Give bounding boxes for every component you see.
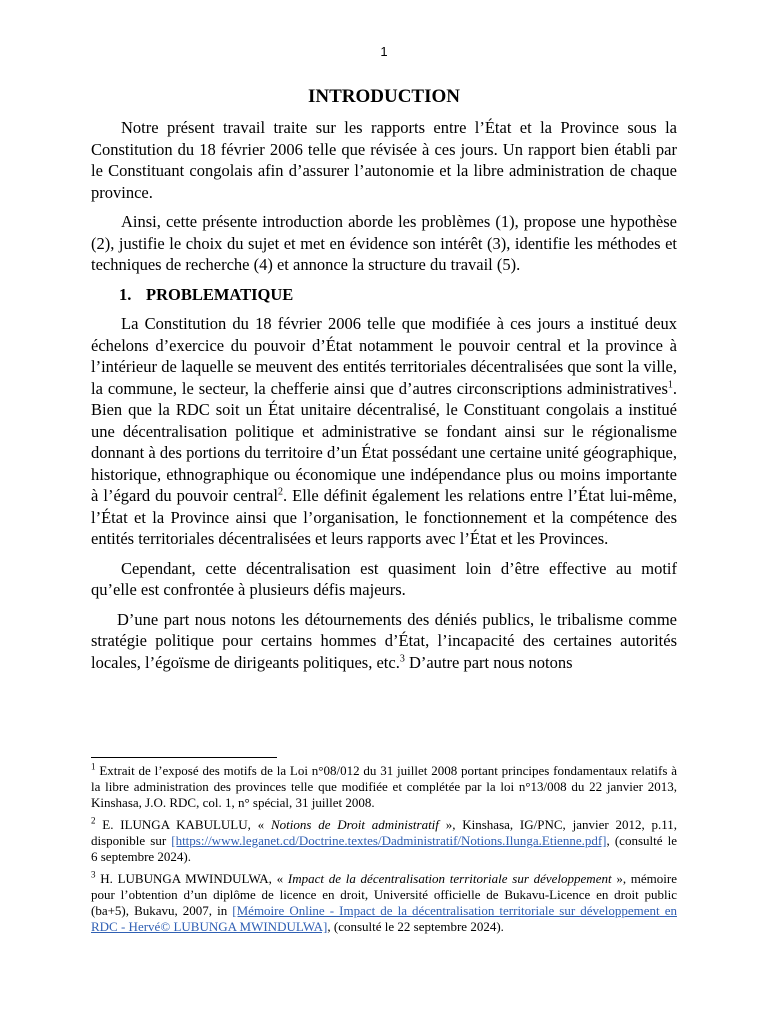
section-heading-problematique	[91, 284, 677, 306]
footnote-text: , (consulté le 6 septembre 2024).	[91, 833, 677, 864]
paragraph-text: La Constitution du 18 février 2006 telle que modifiée à ces jours a institué deux échelons d’exercice du pouvoir d’État notamment le pouvoir central et la province à l’intérieur de laquelle se meuvent des entités territoriales décentralisées que sont la ville, la commune, le secteur, la chefferie ainsi que d’autres circonscriptions administratives	[91, 314, 677, 398]
footnote-text: Extrait de l’exposé des motifs de la Loi n°08/012 du 31 juillet 2008 portant principes fondamentaux relatifs à la libre administration des provinces telle que modifiée et complétée par la loi n°13/008 du 22 janvier 2013, Kinshasa, J.O. RDC, col. 1, n° spécial, 31 juillet 2008.	[91, 763, 677, 810]
paragraph-cependant: Cependant, cette décentralisation est quasiment loin d’être effective au motif qu’elle est confrontée à plusieurs défis majeurs.	[91, 558, 677, 599]
footnote-mark: 1	[91, 761, 96, 772]
footnote-italic-title: Notions de Droit administratif	[270, 817, 439, 832]
section-title: PROBLEMATIQUE	[146, 284, 294, 304]
paragraph-plan: Ainsi, cette présente introduction aborde les problèmes (1), propose une hypothèse (2), justifie le choix du sujet et met en évidence son intérêt (3), identifie les méthodes et techniques de recherche (4) et annonce la structure du travail (5).	[91, 212, 677, 274]
section-number: 1.	[119, 284, 132, 304]
footnote-ref-1[interactable]: 1	[667, 379, 673, 390]
footnote-text: , (consulté le 22 septembre 2024).	[327, 919, 504, 934]
footnote-ref-3[interactable]: 3	[399, 653, 405, 664]
paragraph-text: . Elle définit également les relations entre l’État lui-même, l’État et la Province ainsi que l’organisation, le fonctionnement et la compétence des entités territoriales décentralisées et leurs rapports avec l’État et les Provinces.	[91, 486, 678, 548]
footnote-2	[91, 817, 677, 865]
footnote-mark: 2	[91, 815, 96, 826]
footnote-link-leganet[interactable]: [https://www.leganet.cd/Doctrine.textes/Dadministratif/Notions.Ilunga.Etienne.pdf]	[171, 833, 607, 848]
footnotes	[91, 763, 677, 941]
footnote-italic-title: Impact de la décentralisation territoriale sur développement	[287, 871, 612, 886]
footnote-text: E. ILUNGA KABULULU, «	[95, 817, 271, 832]
footnote-link-memoire-online[interactable]: [Mémoire Online - Impact de la décentralisation territoriale sur développement en RDC - Hervé© LUBUNGA MWINDULWA]	[91, 903, 677, 934]
footnote-1	[91, 763, 677, 811]
page-title: INTRODUCTION	[307, 86, 461, 107]
footnote-text: », Kinshasa, IG/PNC, janvier 2012, p.11, disponible sur	[91, 817, 678, 848]
page-number: 1	[380, 44, 388, 59]
paragraph-text: . Bien que la RDC soit un État unitaire décentralisé, le Constituant congolais a institué une décentralisation politique et administrative se fondant ainsi sur le régionalisme donnant à des portions du territoire d’un État possédant une certaine unité géographique, historique, ethnographique ou économique une indépendance plus ou moins importante à l’égard du pouvoir central	[91, 378, 677, 505]
footnote-text: H. LUBUNGA MWINDULWA, «	[95, 871, 288, 886]
footnote-separator	[91, 757, 277, 758]
document-body	[91, 84, 677, 681]
paragraph-intro: Notre présent travail traite sur les rapports entre l’État et la Province sous la Constitution du 18 février 2006 telle que révisée à ces jours. Un rapport bien établi par le Constituant congolais afin d’assurer l’autonomie et la libre administration de chaque province.	[91, 118, 677, 202]
footnote-mark: 3	[91, 869, 96, 880]
paragraph-text: D’une part nous notons les détournements des déniés publics, le tribalisme comme stratégie politique pour certains hommes d’État, l’incapacité des certaines autorités locales, l’égoïsme de dirigeants politiques, etc.	[91, 609, 677, 672]
footnote-3	[91, 871, 677, 935]
paragraph-text: D’autre part nous notons	[404, 652, 573, 672]
paragraph-dune-part	[91, 609, 677, 674]
footnote-ref-2[interactable]: 2	[277, 486, 283, 498]
footnote-text: », mémoire pour l’obtention d’un diplôme de licence en droit, Université officielle de Bukavu-Licence en droit public (ba+5), Bukavu, 2007, in	[91, 871, 678, 918]
paragraph-constitution	[91, 313, 677, 550]
